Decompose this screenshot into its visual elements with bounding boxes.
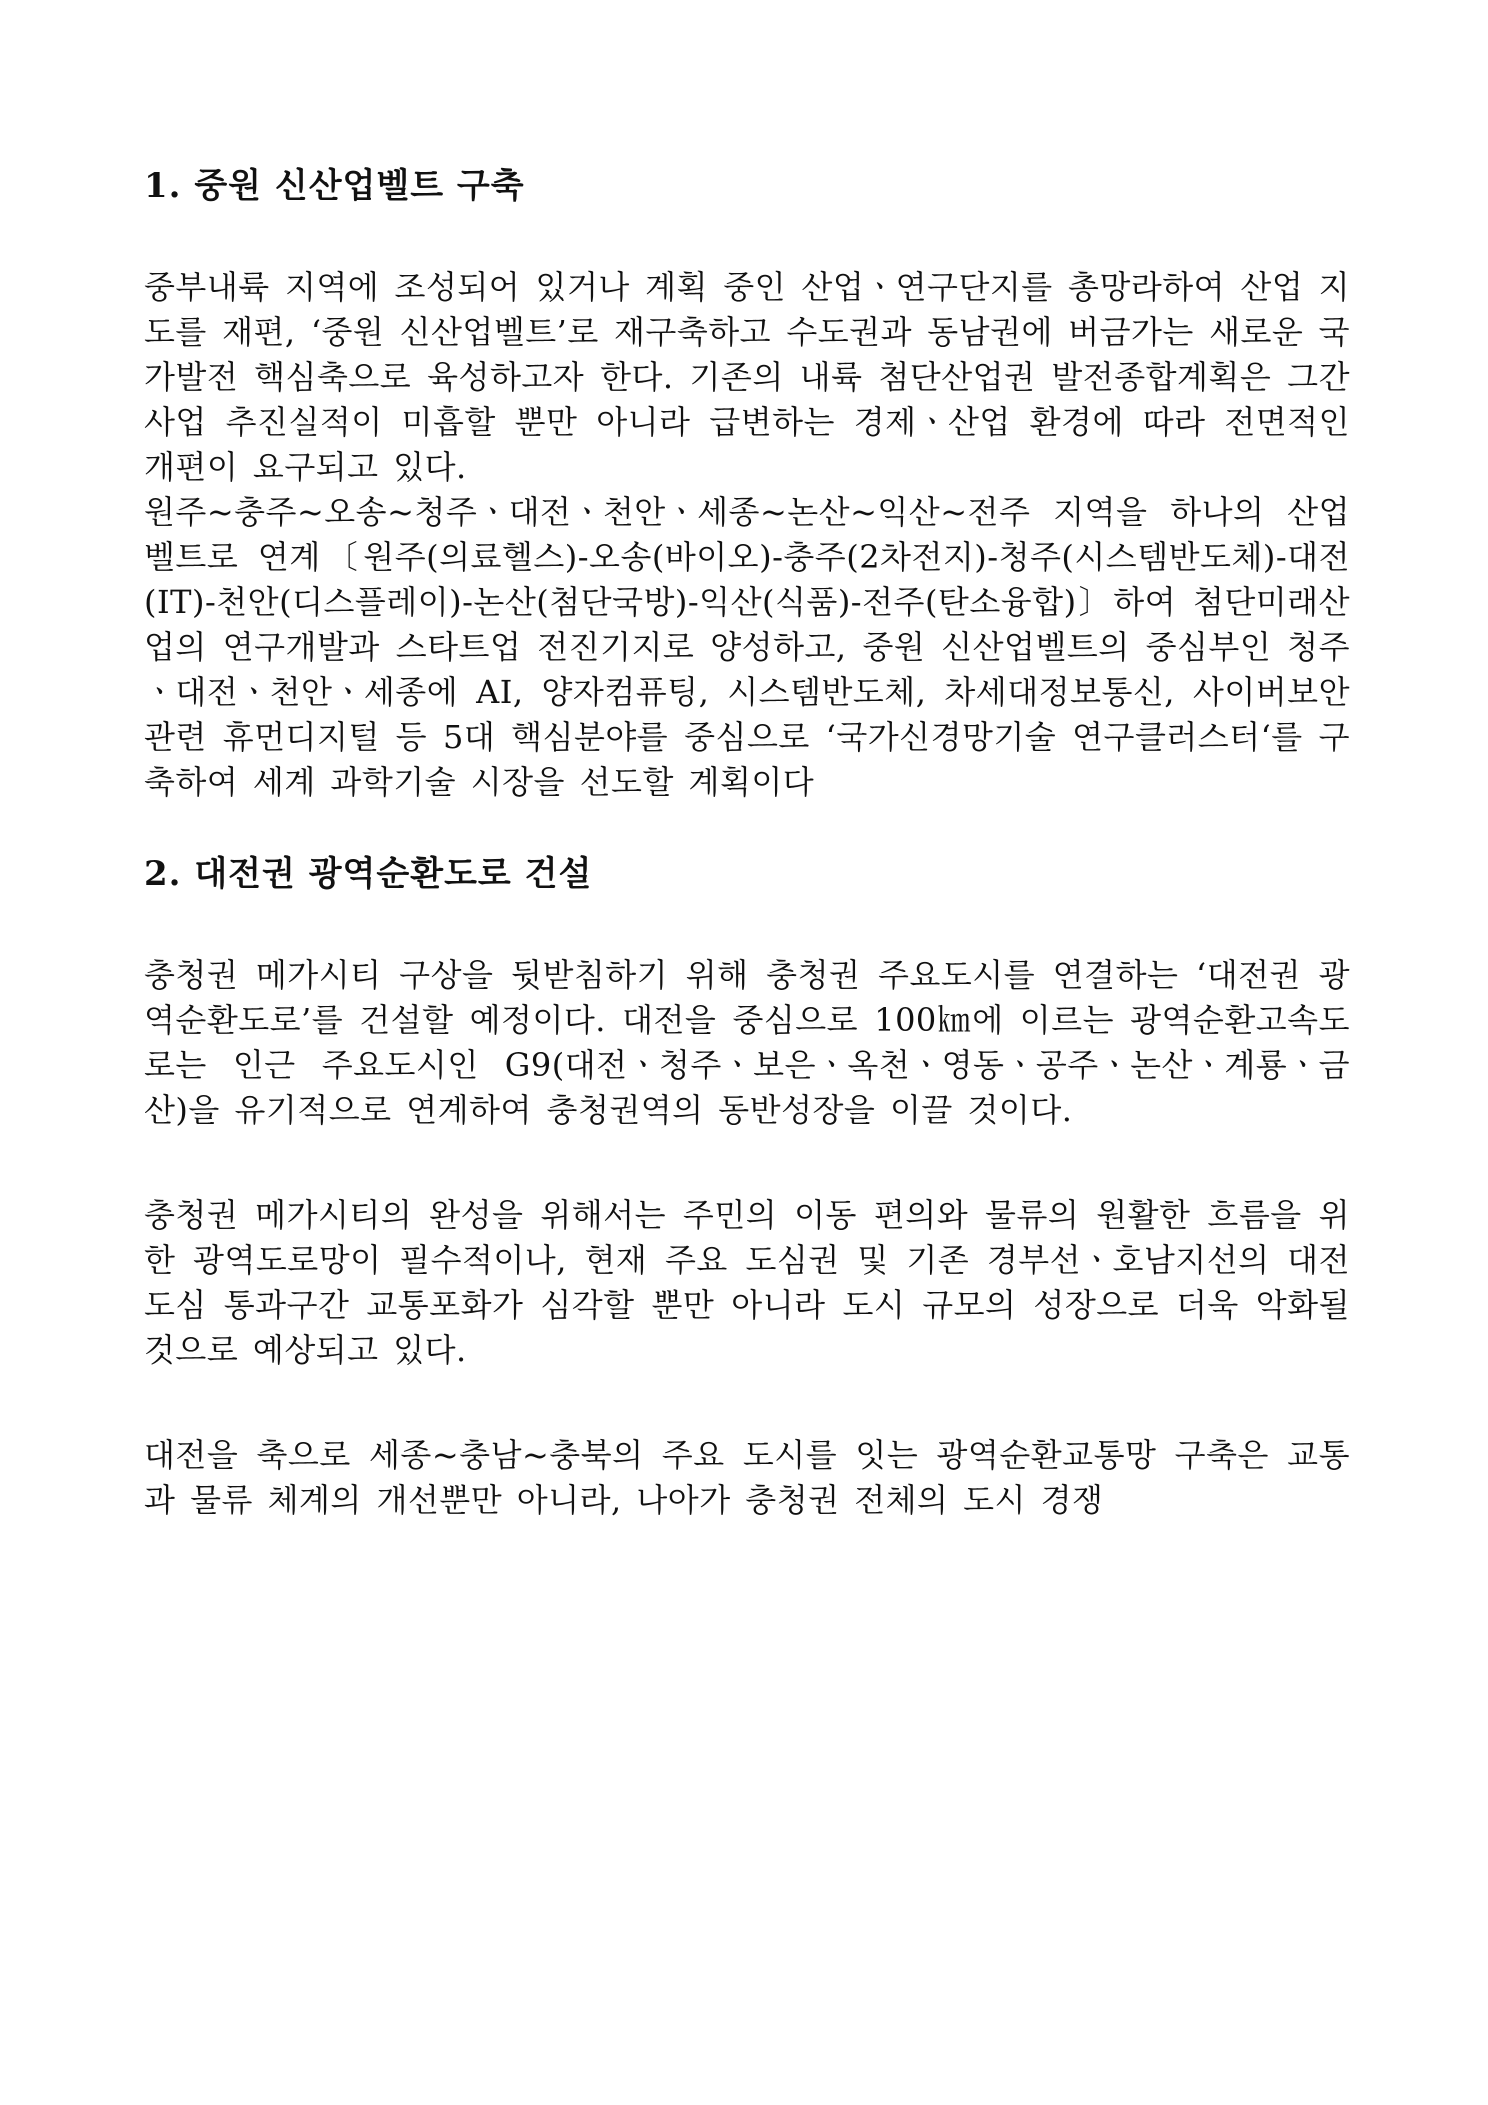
paragraph-transport-competitiveness: 대전을 축으로 세종~충남~충북의 주요 도시를 잇는 광역순환교통망 구축은 교통과 물류 체계의 개선뿐만 아니라, 나아가 충청권 전체의 도시 경쟁 — [144, 1436, 1350, 1519]
paragraph-road-network-need: 충청권 메가시티의 완성을 위해서는 주민의 이동 편의와 물류의 원활한 흐름을 위한 광역도로망이 필수적이나, 현재 주요 도심권 및 기존 경부선ㆍ호남지선의 대전 도심 통과구간 교통포화가 심각할 뿐만 아니라 도시 규모의 성장으로 더욱 악화될 것으로 예상되고 있다. — [144, 1196, 1350, 1369]
paragraph-ring-road-plan: 충청권 메가시티 구상을 뒷받침하기 위해 충청권 주요도시를 연결하는 ‘대전권 광역순환도로’를 건설할 예정이다. 대전을 중심으로 100㎞에 이르는 광역순환고속도로는 인근 주요도시인 G9(대전ㆍ청주ㆍ보은ㆍ옥천ㆍ영동ㆍ공주ㆍ논산ㆍ계룡ㆍ금산)을 유기적으로 연계하여 충청권역의 동반성장을 이끌 것이다. — [144, 956, 1350, 1129]
paragraph-industry-map-reorganization: 중부내륙 지역에 조성되어 있거나 계획 중인 산업ㆍ연구단지를 총망라하여 산업 지도를 재편, ‘중원 신산업벨트’로 재구축하고 수도권과 동남권에 버금가는 새로운 국가발전 핵심축으로 육성하고자 한다. 기존의 내륙 첨단산업권 발전종합계획은 그간 사업 추진실적이 미흡할 뿐만 아니라 급변하는 경제ㆍ산업 환경에 따라 전면적인 개편이 요구되고 있다. — [144, 268, 1350, 486]
section-heading-ring-road: 2. 대전권 광역순환도로 건설 — [144, 854, 593, 894]
section-body-new-industry-belt — [144, 265, 1350, 805]
paragraph-industry-belt-linkage: 원주~충주~오송~청주ㆍ대전ㆍ천안ㆍ세종~논산~익산~전주 지역을 하나의 산업벨트로 연계〔원주(의료헬스)-오송(바이오)-충주(2차전지)-청주(시스템반도체)-대전(IT)-천안(디스플레이)-논산(첨단국방)-익산(식품)-전주(탄소융합)〕하여 첨단미래산업의 연구개발과 스타트업 전진기지로 양성하고, 중원 신산업벨트의 중심부인 청주ㆍ대전ㆍ천안ㆍ세종에 AI, 양자컴퓨팅, 시스템반도체, 차세대정보통신, 사이버보안 관련 휴먼디지털 등 5대 핵심분야를 중심으로 ‘국가신경망기술 연구클러스터‘를 구축하여 세계 과학기술 시장을 선도할 계획이다 — [144, 493, 1350, 801]
document-content — [144, 160, 1350, 1523]
section-heading-new-industry-belt: 1. 중원 신산업벨트 구축 — [144, 166, 525, 206]
